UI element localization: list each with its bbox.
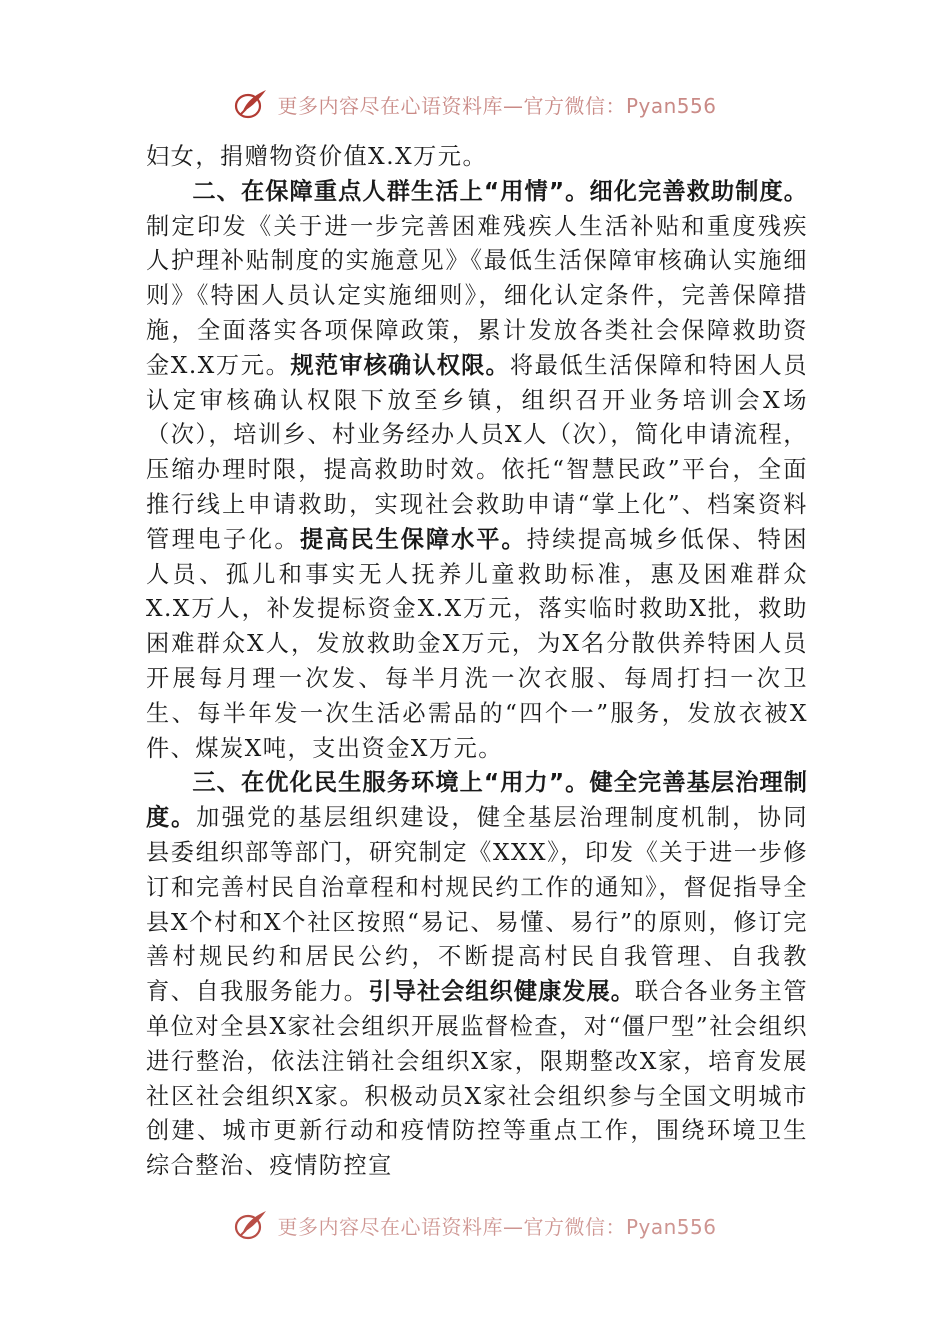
header-watermark [0,86,950,122]
watermark-text: 更多内容尽在心语资料库—官方微信：Pyan556 [277,93,717,118]
footer-watermark [0,1208,950,1242]
watermark-text: 更多内容尽在心语资料库—官方微信：Pyan556 [277,1214,717,1239]
text-run: 制定印发《关于进一步完善困难残疾人生活补贴和重度残疾人护理补贴制度的实施意见》《最低生活保障审核确认实施细则》《特困人员认定实施细则》，细化认定条件，完善保障措施，全面落实各项保障政策，累计发放各类社会保障救助资金X.X万元。 [146,212,808,379]
quill-logo-icon [233,1208,269,1242]
subheading: 规范审核确认权限。 [290,351,510,379]
text-run: 联合各业务主管单位对全县X家社会组织开展监督检查，对“僵尸型”社会组织进行整治，依法注销社会组织X家，限期整改X家，培育发展社区社会组织X家。积极动员X家社会组织参与全国文明城市创建、城市更新行动和疫情防控等重点工作，围绕环境卫生综合整治、疫情防控宣 [146,978,809,1180]
section-heading: 二、在保障重点人群生活上“用情”。细化完善救助制度。 [192,177,808,205]
subheading: 提高民生保障水平。 [300,525,527,553]
text-run: 妇女，捐赠物资价值X.X万元。 [146,143,488,170]
quill-logo-icon [233,87,269,121]
subheading: 引导社会组织健康发展。 [368,978,635,1006]
text-run: 将最低生活保障和特困人员认定审核确认权限下放至乡镇，组织召开业务培训会X场（次），培训乡、村业务经办人员X人（次），简化申请流程，压缩办理时限，提高救助时效。依托“智慧民政”平台，全面推行线上申请救助，实现社会救助申请“掌上化”、档案资料管理电子化。 [146,351,809,553]
text-run: 加强党的基层组织建设，健全基层治理制度机制，协同县委组织部等部门，研究制定《XXX》，印发《关于进一步修订和完善村民自治章程和村规民约工作的通知》，督促指导全县X个村和X个社区按照“易记、易懂、易行”的原则，修订完善村规民约和居民公约，不断提高村民自我管理、自我教育、自我服务能力。 [146,804,809,1006]
section-heading: 三、在优化民生服务环境上“用力”。健全完善基层治理制度。 [146,769,808,832]
document-body [146,140,808,1184]
paragraph-continuation [146,140,808,175]
paragraph-section-three [146,766,808,1184]
paragraph-section-two [146,175,808,767]
text-run: 持续提高城乡低保、特困人员、孤儿和事实无人抚养儿童救助标准，惠及困难群众X.X万人，补发提标资金X.X万元，落实临时救助X批，救助困难群众X人，发放救助金X万元，为X名分散供养特困人员开展每月理一次发、每半月洗一次衣服、每周打扫一次卫生、每半年发一次生活必需品的“四个一”服务，发放衣被X件、煤炭X吨，支出资金X万元。 [146,525,809,762]
